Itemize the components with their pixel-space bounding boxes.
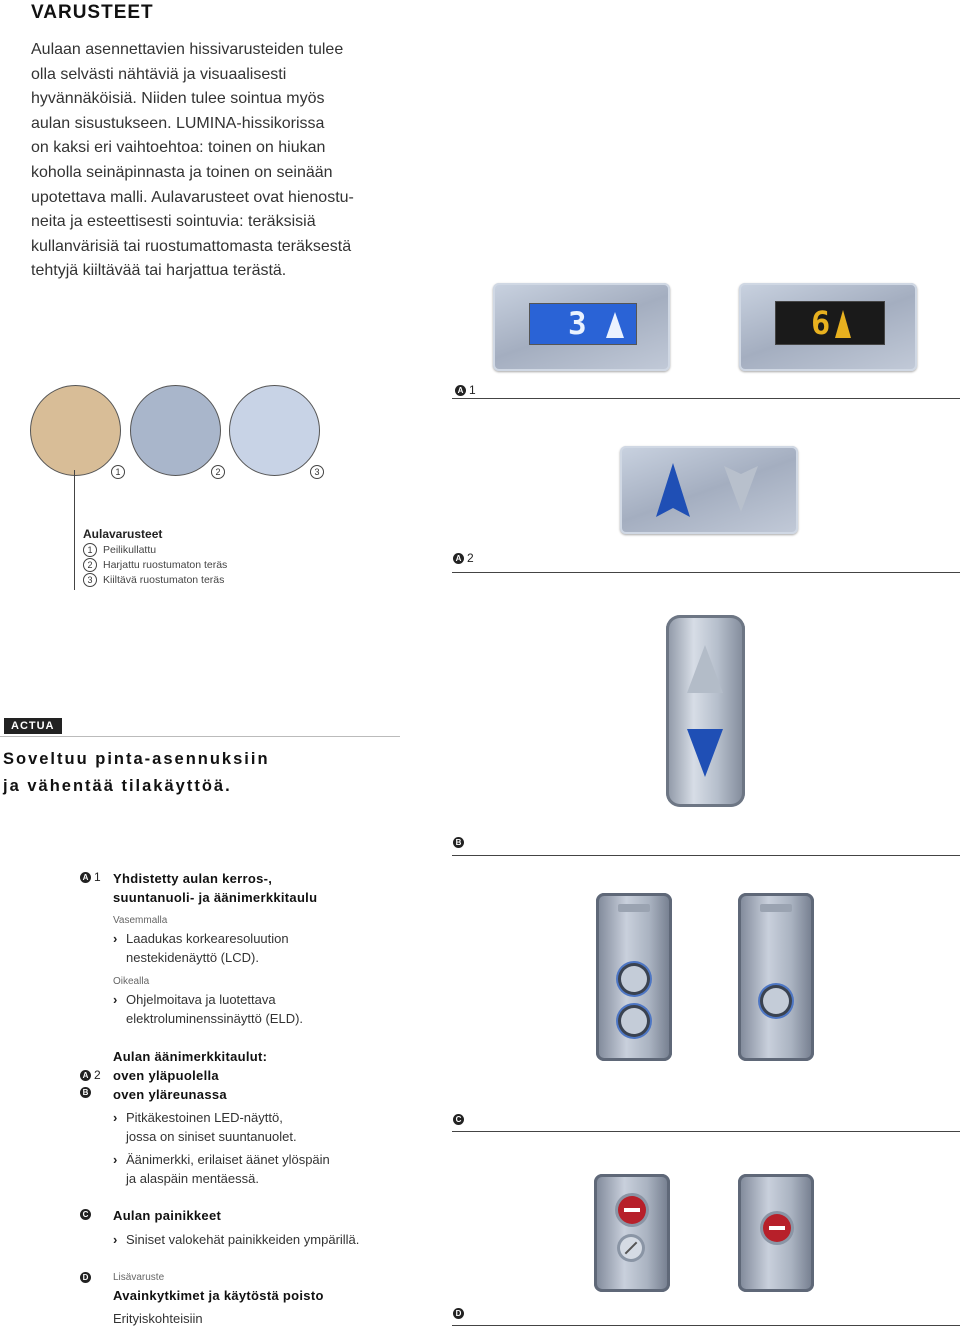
brand-plate xyxy=(760,904,792,912)
desc-d-title: Avainkytkimet ja käytöstä poisto xyxy=(113,1288,324,1303)
desc-left-bullet: › Laadukas korkearesoluution nestekidenäyttö (LCD). xyxy=(113,931,289,965)
call-station-one-button xyxy=(738,893,814,1061)
desc-a2b-bullet: › Äänimerkki, erilaiset äänet ylöspäin ja alaspäin mentäessä. xyxy=(113,1152,330,1186)
eld-hall-indicator xyxy=(739,283,917,371)
section-divider xyxy=(452,398,960,399)
desc-marker-d xyxy=(80,1272,91,1283)
marker-number: 2 xyxy=(467,551,474,565)
out-of-service-button[interactable] xyxy=(763,1214,791,1242)
marker-letter: C xyxy=(453,1114,464,1125)
desc-right-bullet: › Ohjelmoitava ja luotettava elektroluminenssinäyttö (ELD). xyxy=(113,992,304,1026)
legend-number: 3 xyxy=(83,573,97,587)
up-arrow-icon xyxy=(835,310,851,338)
legend-label: Kiiltävä ruostumaton teräs xyxy=(103,574,225,586)
title-line: Yhdistetty aulan kerros-, xyxy=(113,871,273,886)
bullet-text: Laadukas korkearesoluution xyxy=(126,931,289,946)
desc-a2b-bullet: › Pitkäkestoinen LED-näyttö, jossa on siniset suuntanuolet. xyxy=(113,1110,297,1144)
bullet-text: Ohjelmoitava ja luotettava xyxy=(126,992,276,1007)
eld-floor-number: 6 xyxy=(811,304,831,342)
bullet-text: ja alaspäin mentäessä. xyxy=(126,1171,259,1186)
legend-item xyxy=(83,543,156,557)
bullet-text: nestekidenäyttö (LCD). xyxy=(126,950,259,965)
title-line: oven yläpuolella xyxy=(113,1068,219,1083)
marker-a1 xyxy=(455,383,476,397)
section-divider xyxy=(0,736,400,737)
marker-letter: A xyxy=(453,553,464,564)
legend-item xyxy=(83,558,227,572)
leader-line xyxy=(74,470,75,590)
marker-number: 1 xyxy=(94,870,101,884)
down-arrow-icon xyxy=(724,466,758,512)
section-divider xyxy=(452,1131,960,1132)
key-switch[interactable] xyxy=(620,1237,642,1259)
tagline-line: Soveltuu pinta-asennuksiin xyxy=(3,750,270,768)
disable-switch-station xyxy=(738,1174,814,1292)
vertical-hall-lantern xyxy=(666,615,745,807)
title-line: oven yläreunassa xyxy=(113,1087,227,1102)
swatch-number: 3 xyxy=(310,465,324,479)
actua-tagline xyxy=(3,746,270,800)
marker-letter: B xyxy=(453,837,464,848)
marker-letter: A xyxy=(455,385,466,396)
bullet-text: Pitkäkestoinen LED-näyttö, xyxy=(126,1110,283,1125)
down-arrow-icon xyxy=(687,729,723,777)
keyhole-icon xyxy=(625,1242,638,1255)
marker-c xyxy=(453,1114,464,1125)
bullet-text: Äänimerkki, erilaiset äänet ylöspäin xyxy=(126,1152,330,1167)
desc-a1-title xyxy=(113,869,317,907)
desc-marker-a2 xyxy=(80,1068,101,1082)
intro-line: tehtyjä kiiltävää tai harjattua terästä. xyxy=(31,262,287,280)
marker-number: 2 xyxy=(94,1068,101,1082)
desc-d-small: Lisävaruste xyxy=(113,1272,165,1283)
call-button[interactable] xyxy=(763,988,789,1014)
section-divider xyxy=(452,572,960,573)
title-line: suuntanuoli- ja äänimerkkitaulu xyxy=(113,890,318,905)
legend-label: Peilikullattu xyxy=(103,544,157,556)
desc-marker-c xyxy=(80,1209,91,1220)
eld-screen xyxy=(775,301,885,345)
legend-number: 2 xyxy=(83,558,97,572)
legend-number: 1 xyxy=(83,543,97,557)
lcd-screen xyxy=(529,303,637,345)
up-call-button[interactable] xyxy=(621,966,647,992)
swatch-number: 2 xyxy=(211,465,225,479)
lcd-floor-number: 3 xyxy=(568,306,587,342)
desc-left-label: Vasemmalla xyxy=(113,915,168,926)
actua-badge: ACTUA xyxy=(4,718,62,734)
lcd-hall-indicator xyxy=(493,283,670,371)
intro-line: koholla seinäpinnasta ja toinen on seinään xyxy=(31,163,333,181)
section-divider xyxy=(452,855,960,856)
section-divider xyxy=(452,1325,960,1326)
up-arrow-icon xyxy=(687,645,723,693)
intro-line: on kaksi eri vaihtoehtoa: toinen on hiukan xyxy=(31,139,326,157)
up-arrow-icon xyxy=(606,312,624,338)
intro-line: olla selvästi nähtäviä ja visuaalisesti xyxy=(31,65,287,83)
finish-swatch-gold xyxy=(30,385,121,476)
tagline-line: ja vähentää tilakäyttöä. xyxy=(3,777,232,795)
out-of-service-button[interactable] xyxy=(618,1196,646,1224)
no-entry-icon xyxy=(624,1208,640,1212)
desc-marker-b xyxy=(80,1087,91,1098)
desc-c-title: Aulan painikkeet xyxy=(113,1208,222,1223)
intro-line: neita ja esteettisesti sointuvia: teräksisiä xyxy=(31,213,316,231)
intro-line: upotettava malli. Aulavarusteet ovat hienostu- xyxy=(31,188,354,206)
marker-b xyxy=(453,837,464,848)
legend-title: Aulavarusteet xyxy=(83,527,163,541)
desc-d-sub: Erityiskohteisiin xyxy=(113,1311,203,1326)
bullet-text: jossa on siniset suuntanuolet. xyxy=(126,1129,297,1144)
marker-letter: B xyxy=(80,1087,91,1098)
up-arrow-icon xyxy=(656,463,690,517)
intro-paragraph xyxy=(31,38,391,284)
down-call-button[interactable] xyxy=(621,1008,647,1034)
marker-letter: A xyxy=(80,1070,91,1081)
desc-c-bullet: › Siniset valokehät painikkeiden ympärillä. xyxy=(113,1232,360,1247)
marker-letter: D xyxy=(453,1308,464,1319)
legend-label: Harjattu ruostumaton teräs xyxy=(103,559,228,571)
bullet-text: elektroluminenssinäyttö (ELD). xyxy=(126,1011,304,1026)
finish-swatch-polished xyxy=(229,385,320,476)
marker-letter: A xyxy=(80,872,91,883)
finish-swatch-brushed xyxy=(130,385,221,476)
desc-marker-a1 xyxy=(80,870,101,884)
swatch-number: 1 xyxy=(111,465,125,479)
bullet-text: Siniset valokehät painikkeiden ympärillä. xyxy=(126,1232,360,1247)
page-title: VARUSTEET xyxy=(31,2,154,23)
intro-line: hyvännäköisiä. Niiden tulee sointua myös xyxy=(31,90,325,108)
no-entry-icon xyxy=(769,1226,785,1230)
direction-arrow-panel xyxy=(620,446,798,534)
legend-item xyxy=(83,573,224,587)
intro-line: aulan sisustukseen. LUMINA-hissikorissa xyxy=(31,114,325,132)
marker-letter: D xyxy=(80,1272,91,1283)
marker-d xyxy=(453,1308,464,1319)
marker-letter: C xyxy=(80,1209,91,1220)
title-line: Aulan äänimerkkitaulut: xyxy=(113,1049,268,1064)
intro-line: Aulaan asennettavien hissivarusteiden tulee xyxy=(31,41,344,58)
marker-a2 xyxy=(453,551,474,565)
brand-plate xyxy=(618,904,650,912)
desc-right-label: Oikealla xyxy=(113,976,150,987)
intro-line: kullanvärisiä tai ruostumattomasta teräksestä xyxy=(31,237,352,255)
desc-a2b-title xyxy=(113,1047,267,1104)
marker-number: 1 xyxy=(469,383,476,397)
key-switch-station xyxy=(594,1174,670,1292)
call-station-two-buttons xyxy=(596,893,672,1061)
